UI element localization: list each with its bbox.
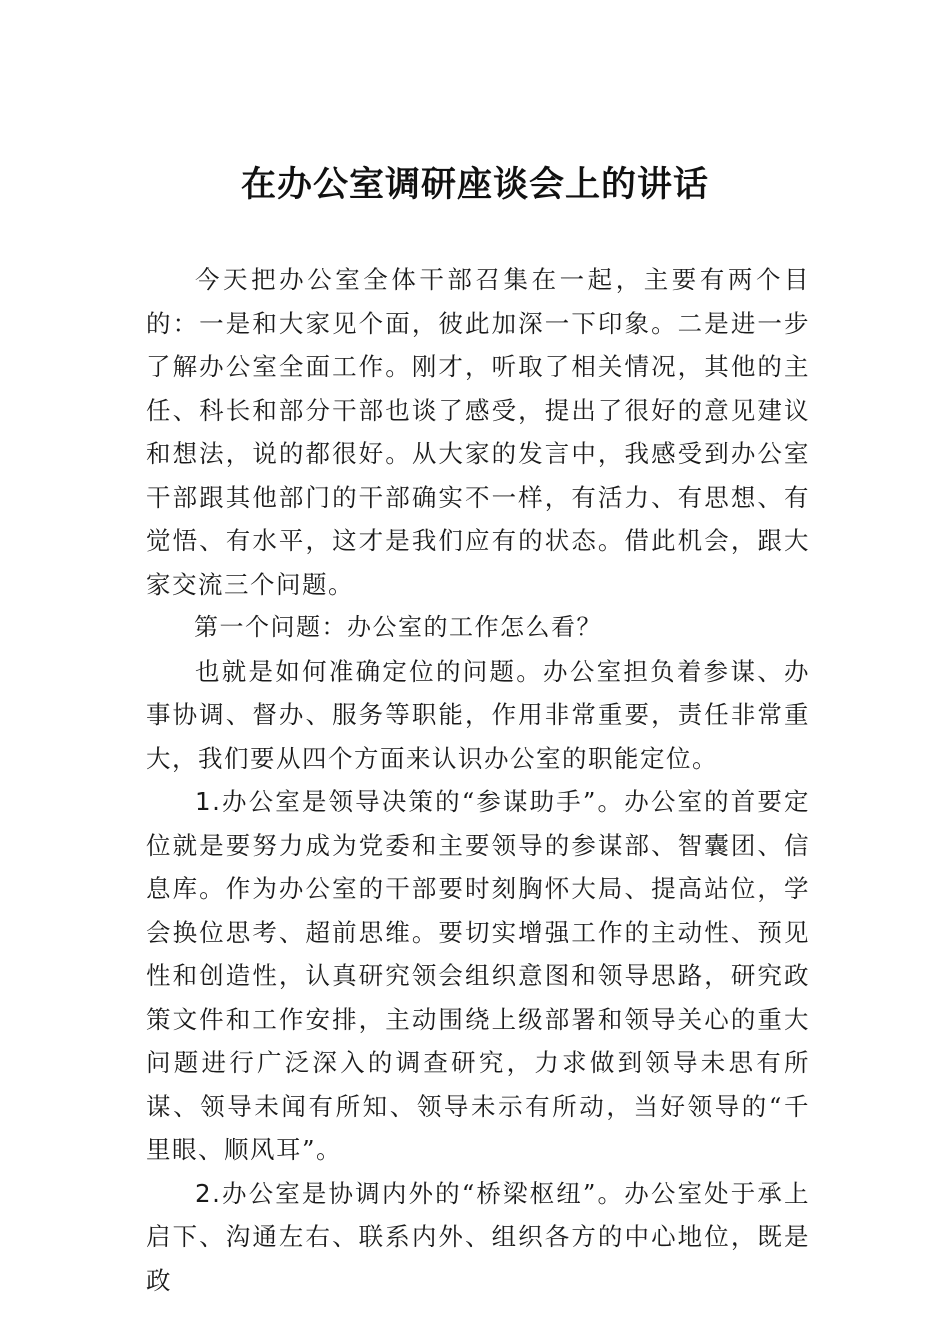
paragraph-point-1 bbox=[146, 780, 810, 1172]
point-number-1: 1. bbox=[195, 787, 222, 816]
document-title: 在办公室调研座谈会上的讲话 bbox=[240, 164, 709, 205]
point-text-1: 办公室是领导决策的“参谋助手”。办公室的首要定位就是要努力成为党委和主要领导的参谋部、智囊团、信息库。作为办公室的干部要时刻胸怀大局、提高站位，学会换位思考、超前思维。要切实增强工作的主动性、预见性和创造性，认真研究领会组织意图和领导思路，研究政策文件和工作安排，主动围绕上级部署和领导关心的重大问题进行广泛深入的调查研究，力求做到领导未思有所谋、领导未闻有所知、领导未示有所动，当好领导的“千里眼、顺风耳”。 bbox=[146, 787, 810, 1164]
paragraph-point-2 bbox=[146, 1172, 810, 1303]
point-text-2: 办公室是协调内外的“桥梁枢纽”。办公室处于承上启下、沟通左右、联系内外、组织各方的中心地位，既是政 bbox=[146, 1178, 810, 1295]
point-number-2: 2. bbox=[195, 1178, 222, 1208]
section-heading-1: 第一个问题：办公室的工作怎么看？ bbox=[194, 613, 602, 641]
paragraph-positioning: 也就是如何准确定位的问题。办公室担负着参谋、办事协调、督办、服务等职能，作用非常重要，责任非常重大，我们要从四个方面来认识办公室的职能定位。 bbox=[146, 656, 810, 773]
document-body bbox=[146, 258, 810, 1302]
paragraph-intro: 今天把办公室全体干部召集在一起，主要有两个目的：一是和大家见个面，彼此加深一下印象。二是进一步了解办公室全面工作。刚才，听取了相关情况，其他的主任、科长和部分干部也谈了感受，提出了很好的意见建议和想法，说的都很好。从大家的发言中，我感受到办公室干部跟其他部门的干部确实不一样，有活力、有思想、有觉悟、有水平，这才是我们应有的状态。借此机会，跟大家交流三个问题。 bbox=[146, 265, 810, 599]
